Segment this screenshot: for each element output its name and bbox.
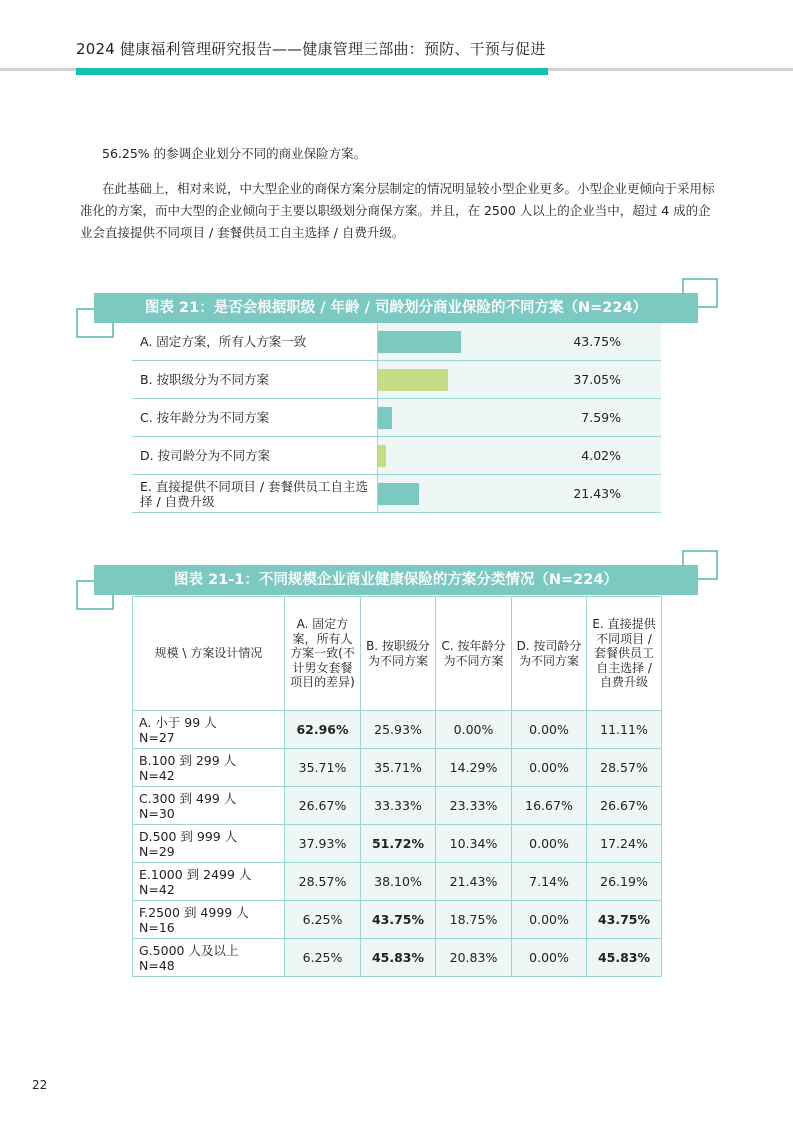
table-cell: 45.83% [361, 939, 436, 977]
header-cell-plan-c: C. 按年龄分为不同方案 [436, 597, 512, 711]
header-cell-plan-b: B. 按职级分为不同方案 [361, 597, 436, 711]
table-cell: 0.00% [512, 939, 587, 977]
row-label-cell [133, 711, 285, 749]
row-label-cell [133, 939, 285, 977]
row-scale-label: B.100 到 299 人 [139, 752, 237, 768]
row-scale-label: A. 小于 99 人 [139, 714, 217, 730]
table-cell: 21.43% [436, 863, 512, 901]
table-cell: 7.14% [512, 863, 587, 901]
bar-row [132, 437, 661, 475]
table-cell: 43.75% [587, 901, 662, 939]
bar-category-label: E. 直接提供不同项目 / 套餐供员工自主选择 / 自费升级 [132, 475, 378, 512]
table-cell: 45.83% [587, 939, 662, 977]
table-cell: 0.00% [512, 825, 587, 863]
bar-row [132, 475, 661, 513]
bar [378, 331, 461, 353]
table-cell: 10.34% [436, 825, 512, 863]
table-cell: 26.19% [587, 863, 662, 901]
row-sample-size: N=48 [139, 957, 175, 973]
bar-value-label: 7.59% [581, 410, 621, 425]
table-cell: 20.83% [436, 939, 512, 977]
bar-value-label: 4.02% [581, 448, 621, 463]
row-sample-size: N=42 [139, 767, 175, 783]
table-cell: 16.67% [512, 787, 587, 825]
header-cell-plan-e: E. 直接提供不同项目 / 套餐供员工自主选择 / 自费升级 [587, 597, 662, 711]
header-cell-plan-d: D. 按司龄分为不同方案 [512, 597, 587, 711]
table-cell: 18.75% [436, 901, 512, 939]
header-accent-bar [76, 68, 548, 75]
bar-value-label: 43.75% [573, 334, 621, 349]
table-row [133, 787, 662, 825]
row-label-cell [133, 749, 285, 787]
figure-21-1-title: 图表 21-1：不同规模企业商业健康保险的方案分类情况（N=224） [94, 565, 698, 595]
row-scale-label: E.1000 到 2499 人 [139, 866, 252, 882]
table-cell: 37.93% [285, 825, 361, 863]
table-cell: 6.25% [285, 901, 361, 939]
bar-category-label: D. 按司龄分为不同方案 [132, 437, 378, 474]
table-cell: 0.00% [512, 711, 587, 749]
bar [378, 445, 386, 467]
bar-category-label: A. 固定方案，所有人方案一致 [132, 323, 378, 360]
row-scale-label: G.5000 人及以上 [139, 942, 239, 958]
table-cell: 51.72% [361, 825, 436, 863]
bar-category-label: C. 按年龄分为不同方案 [132, 399, 378, 436]
header-cell-plan-a: A. 固定方案，所有人方案一致(不计男女套餐项目的差异) [285, 597, 361, 711]
row-label-cell [133, 901, 285, 939]
row-scale-label: C.300 到 499 人 [139, 790, 237, 806]
paragraph-analysis: 在此基础上，相对来说，中大型企业的商保方案分层制定的情况明显较小型企业更多。小型企业更倾向于采用标准化的方案，而中大型的企业倾向于主要以职级划分商保方案。并且，在 2500 人以上的企业当中，超过 4 成的企业会直接提供不同项目 / 套餐供员工自主选择 / 自费升级。 [80, 181, 715, 240]
row-sample-size: N=16 [139, 919, 175, 935]
table-cell: 11.11% [587, 711, 662, 749]
bar-row [132, 399, 661, 437]
table-cell: 0.00% [512, 749, 587, 787]
table-row [133, 711, 662, 749]
table-cell: 23.33% [436, 787, 512, 825]
paragraph-intro: 56.25% 的参调企业划分不同的商业保险方案。 [102, 146, 367, 161]
table-row [133, 863, 662, 901]
table-cell: 25.93% [361, 711, 436, 749]
row-sample-size: N=29 [139, 843, 175, 859]
header-cell-scale: 规模 \ 方案设计情况 [133, 597, 285, 711]
table-cell: 14.29% [436, 749, 512, 787]
row-label-cell [133, 825, 285, 863]
table-cell: 28.57% [587, 749, 662, 787]
table-cell: 0.00% [512, 901, 587, 939]
bar-category-label: B. 按职级分为不同方案 [132, 361, 378, 398]
bar-row [132, 323, 661, 361]
figure-21-1-table [132, 596, 662, 977]
table-row [133, 901, 662, 939]
row-sample-size: N=27 [139, 729, 175, 745]
table-cell: 26.67% [587, 787, 662, 825]
row-label-cell [133, 787, 285, 825]
table-row [133, 939, 662, 977]
bar-row [132, 361, 661, 399]
figure-21-title: 图表 21：是否会根据职级 / 年龄 / 司龄划分商业保险的不同方案（N=224） [94, 293, 698, 323]
table-cell: 38.10% [361, 863, 436, 901]
bar [378, 407, 392, 429]
bar [378, 369, 448, 391]
page-number: 22 [32, 1078, 48, 1092]
row-scale-label: F.2500 到 4999 人 [139, 904, 249, 920]
table-row [133, 825, 662, 863]
table-cell: 0.00% [436, 711, 512, 749]
table-cell: 17.24% [587, 825, 662, 863]
bar [378, 483, 419, 505]
table-header-row [133, 597, 662, 711]
table-cell: 6.25% [285, 939, 361, 977]
table-cell: 33.33% [361, 787, 436, 825]
row-sample-size: N=30 [139, 805, 175, 821]
bar-value-label: 37.05% [573, 372, 621, 387]
report-header-title: 2024 健康福利管理研究报告——健康管理三部曲：预防、干预与促进 [76, 40, 546, 58]
table-cell: 26.67% [285, 787, 361, 825]
bar-value-label: 21.43% [573, 486, 621, 501]
table-cell: 62.96% [285, 711, 361, 749]
row-label-cell [133, 863, 285, 901]
table-cell: 28.57% [285, 863, 361, 901]
table-cell: 43.75% [361, 901, 436, 939]
table-cell: 35.71% [285, 749, 361, 787]
table-cell: 35.71% [361, 749, 436, 787]
figure-21-bar-chart [132, 323, 661, 513]
row-scale-label: D.500 到 999 人 [139, 828, 238, 844]
row-sample-size: N=42 [139, 881, 175, 897]
table-row [133, 749, 662, 787]
